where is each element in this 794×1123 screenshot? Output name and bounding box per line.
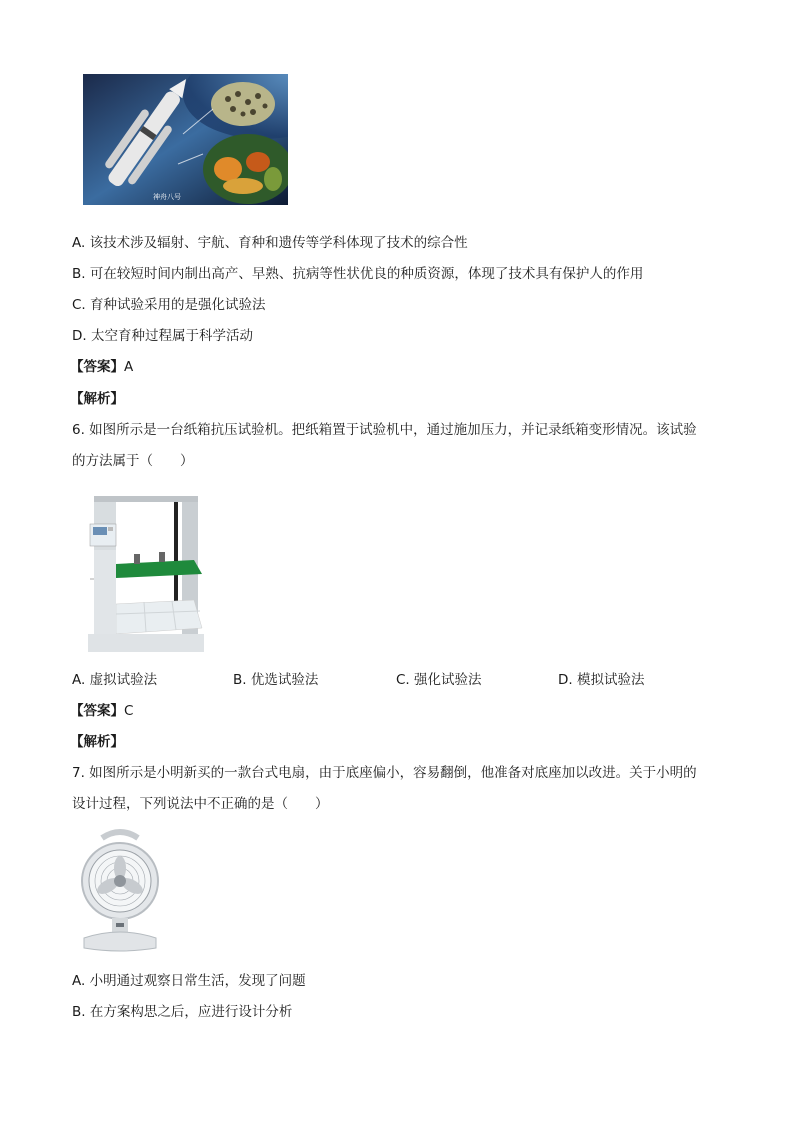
q6-option-c: C. 强化试验法 xyxy=(396,672,482,688)
q5-option-a: A. 该技术涉及辐射、宇航、育种和遗传等学科体现了技术的综合性 xyxy=(72,235,468,251)
q7-stem-line1: 7. 如图所示是小明新买的一款台式电扇，由于底座偏小，容易翻倒，他准备对底座加以改进。关于小明的 xyxy=(72,765,697,781)
answer-tag: 【答案】 xyxy=(70,359,124,375)
q6-stem-line2: 的方法属于（ ） xyxy=(72,453,194,469)
desk-fan-figure xyxy=(80,826,160,956)
q5-option-b: B. 可在较短时间内制出高产、早熟、抗病等性状优良的种质资源，体现了技术具有保护人的作用 xyxy=(72,266,644,282)
q7-option-b: B. 在方案构思之后，应进行设计分析 xyxy=(72,1004,293,1020)
answer-tag: 【答案】 xyxy=(70,703,124,719)
space-breeding-figure xyxy=(83,74,288,205)
figure-caption: 神舟八号 xyxy=(153,193,181,201)
q5-answer xyxy=(70,357,133,377)
q6-answer xyxy=(70,701,133,721)
q6-analysis-tag: 【解析】 xyxy=(70,734,124,750)
q5-analysis-tag: 【解析】 xyxy=(70,391,124,407)
q7-option-a: A. 小明通过观察日常生活，发现了问题 xyxy=(72,973,306,989)
q5-option-d: D. 太空育种过程属于科学活动 xyxy=(72,328,253,344)
answer-value: A xyxy=(124,359,134,375)
q6-option-d: D. 模拟试验法 xyxy=(558,672,645,688)
q6-stem-line1: 6. 如图所示是一台纸箱抗压试验机。把纸箱置于试验机中，通过施加压力，并记录纸箱变形情况。该试验 xyxy=(72,422,697,438)
q6-option-b: B. 优选试验法 xyxy=(233,672,319,688)
answer-value: C xyxy=(124,703,134,719)
q6-option-a: A. 虚拟试验法 xyxy=(72,672,158,688)
q5-option-c: C. 育种试验采用的是强化试验法 xyxy=(72,297,266,313)
compression-tester-figure xyxy=(84,494,208,654)
q7-stem-line2: 设计过程，下列说法中不正确的是（ ） xyxy=(72,796,329,812)
